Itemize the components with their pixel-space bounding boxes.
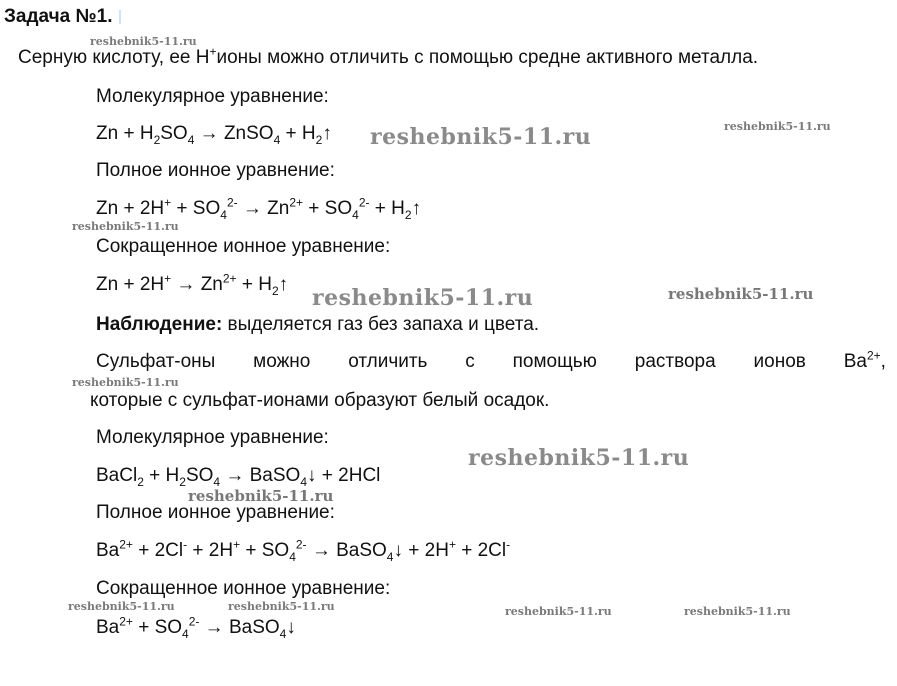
- sulfate-line-2: которые с сульфат-ионами образуют белый осадок.: [90, 390, 550, 411]
- label-molecular-1: Молекулярное уравнение:: [96, 86, 329, 107]
- label-short-ionic-1: Сокращенное ионное уравнение:: [96, 236, 391, 257]
- observation-label: Наблюдение:: [96, 314, 223, 335]
- watermark: reshebnik5-11.ru: [684, 605, 791, 618]
- label-full-ionic-2: Полное ионное уравнение:: [96, 502, 335, 523]
- equation-full-ionic-1: $Zn + 2H^+ + SO_4^{2-} \to Zn^{2+} + SO_4^{2-}$ + $H_2↑$: [96, 195, 422, 222]
- label-full-ionic-1: Полное ионное уравнение:: [96, 160, 335, 181]
- equation-molecular-2: BaCl$_2$ + $H_2SO_4$ → BaSO$_4$↓ + 2HCl: [96, 465, 381, 489]
- watermark: reshebnik5-11.ru: [188, 487, 334, 505]
- equation-short-ionic-1: $Zn + 2H^+ \to Zn^{2+}$ + $H_2↑$: [96, 271, 289, 298]
- sulfate-line-1: Сульфат-оны можно отличить с помощью раствора ионов $Ba^{2+}$,: [96, 348, 886, 372]
- watermark: reshebnik5-11.ru: [668, 285, 814, 303]
- observation-line: Наблюдение: выделяется газ без запаха и цвета.: [96, 314, 540, 335]
- intro-line: Серную кислоту, ее H+ионы можно отличить с помощью средне активного металла.: [18, 44, 759, 68]
- watermark: reshebnik5-11.ru: [312, 285, 534, 311]
- watermark: reshebnik5-11.ru: [370, 124, 592, 150]
- watermark: reshebnik5-11.ru: [228, 600, 335, 613]
- label-molecular-2: Молекулярное уравнение:: [96, 427, 329, 448]
- watermark: reshebnik5-11.ru: [505, 605, 612, 618]
- task-title: Задача №1.: [4, 6, 121, 28]
- watermark: reshebnik5-11.ru: [72, 220, 179, 233]
- equation-full-ionic-2: $Ba^{2+} + 2Cl^- + 2H^+ + SO_4^{2-}$ → BaSO$_4$↓ + 2H+ + 2Cl-: [96, 537, 511, 564]
- watermark: reshebnik5-11.ru: [468, 445, 690, 471]
- watermark: reshebnik5-11.ru: [724, 120, 831, 133]
- watermark: reshebnik5-11.ru: [72, 376, 179, 389]
- equation-short-ionic-2: $Ba^{2+} + SO_4^{2-}$ → BaSO$_4$↓: [96, 614, 296, 641]
- text-cursor-icon: [119, 10, 121, 24]
- equation-molecular-1: $Zn + H_2SO_4$ → ZnSO$_4$ + $H_2↑$: [96, 123, 332, 147]
- watermark: reshebnik5-11.ru: [90, 35, 197, 48]
- label-short-ionic-2: Сокращенное ионное уравнение:: [96, 578, 391, 599]
- watermark: reshebnik5-11.ru: [68, 600, 175, 613]
